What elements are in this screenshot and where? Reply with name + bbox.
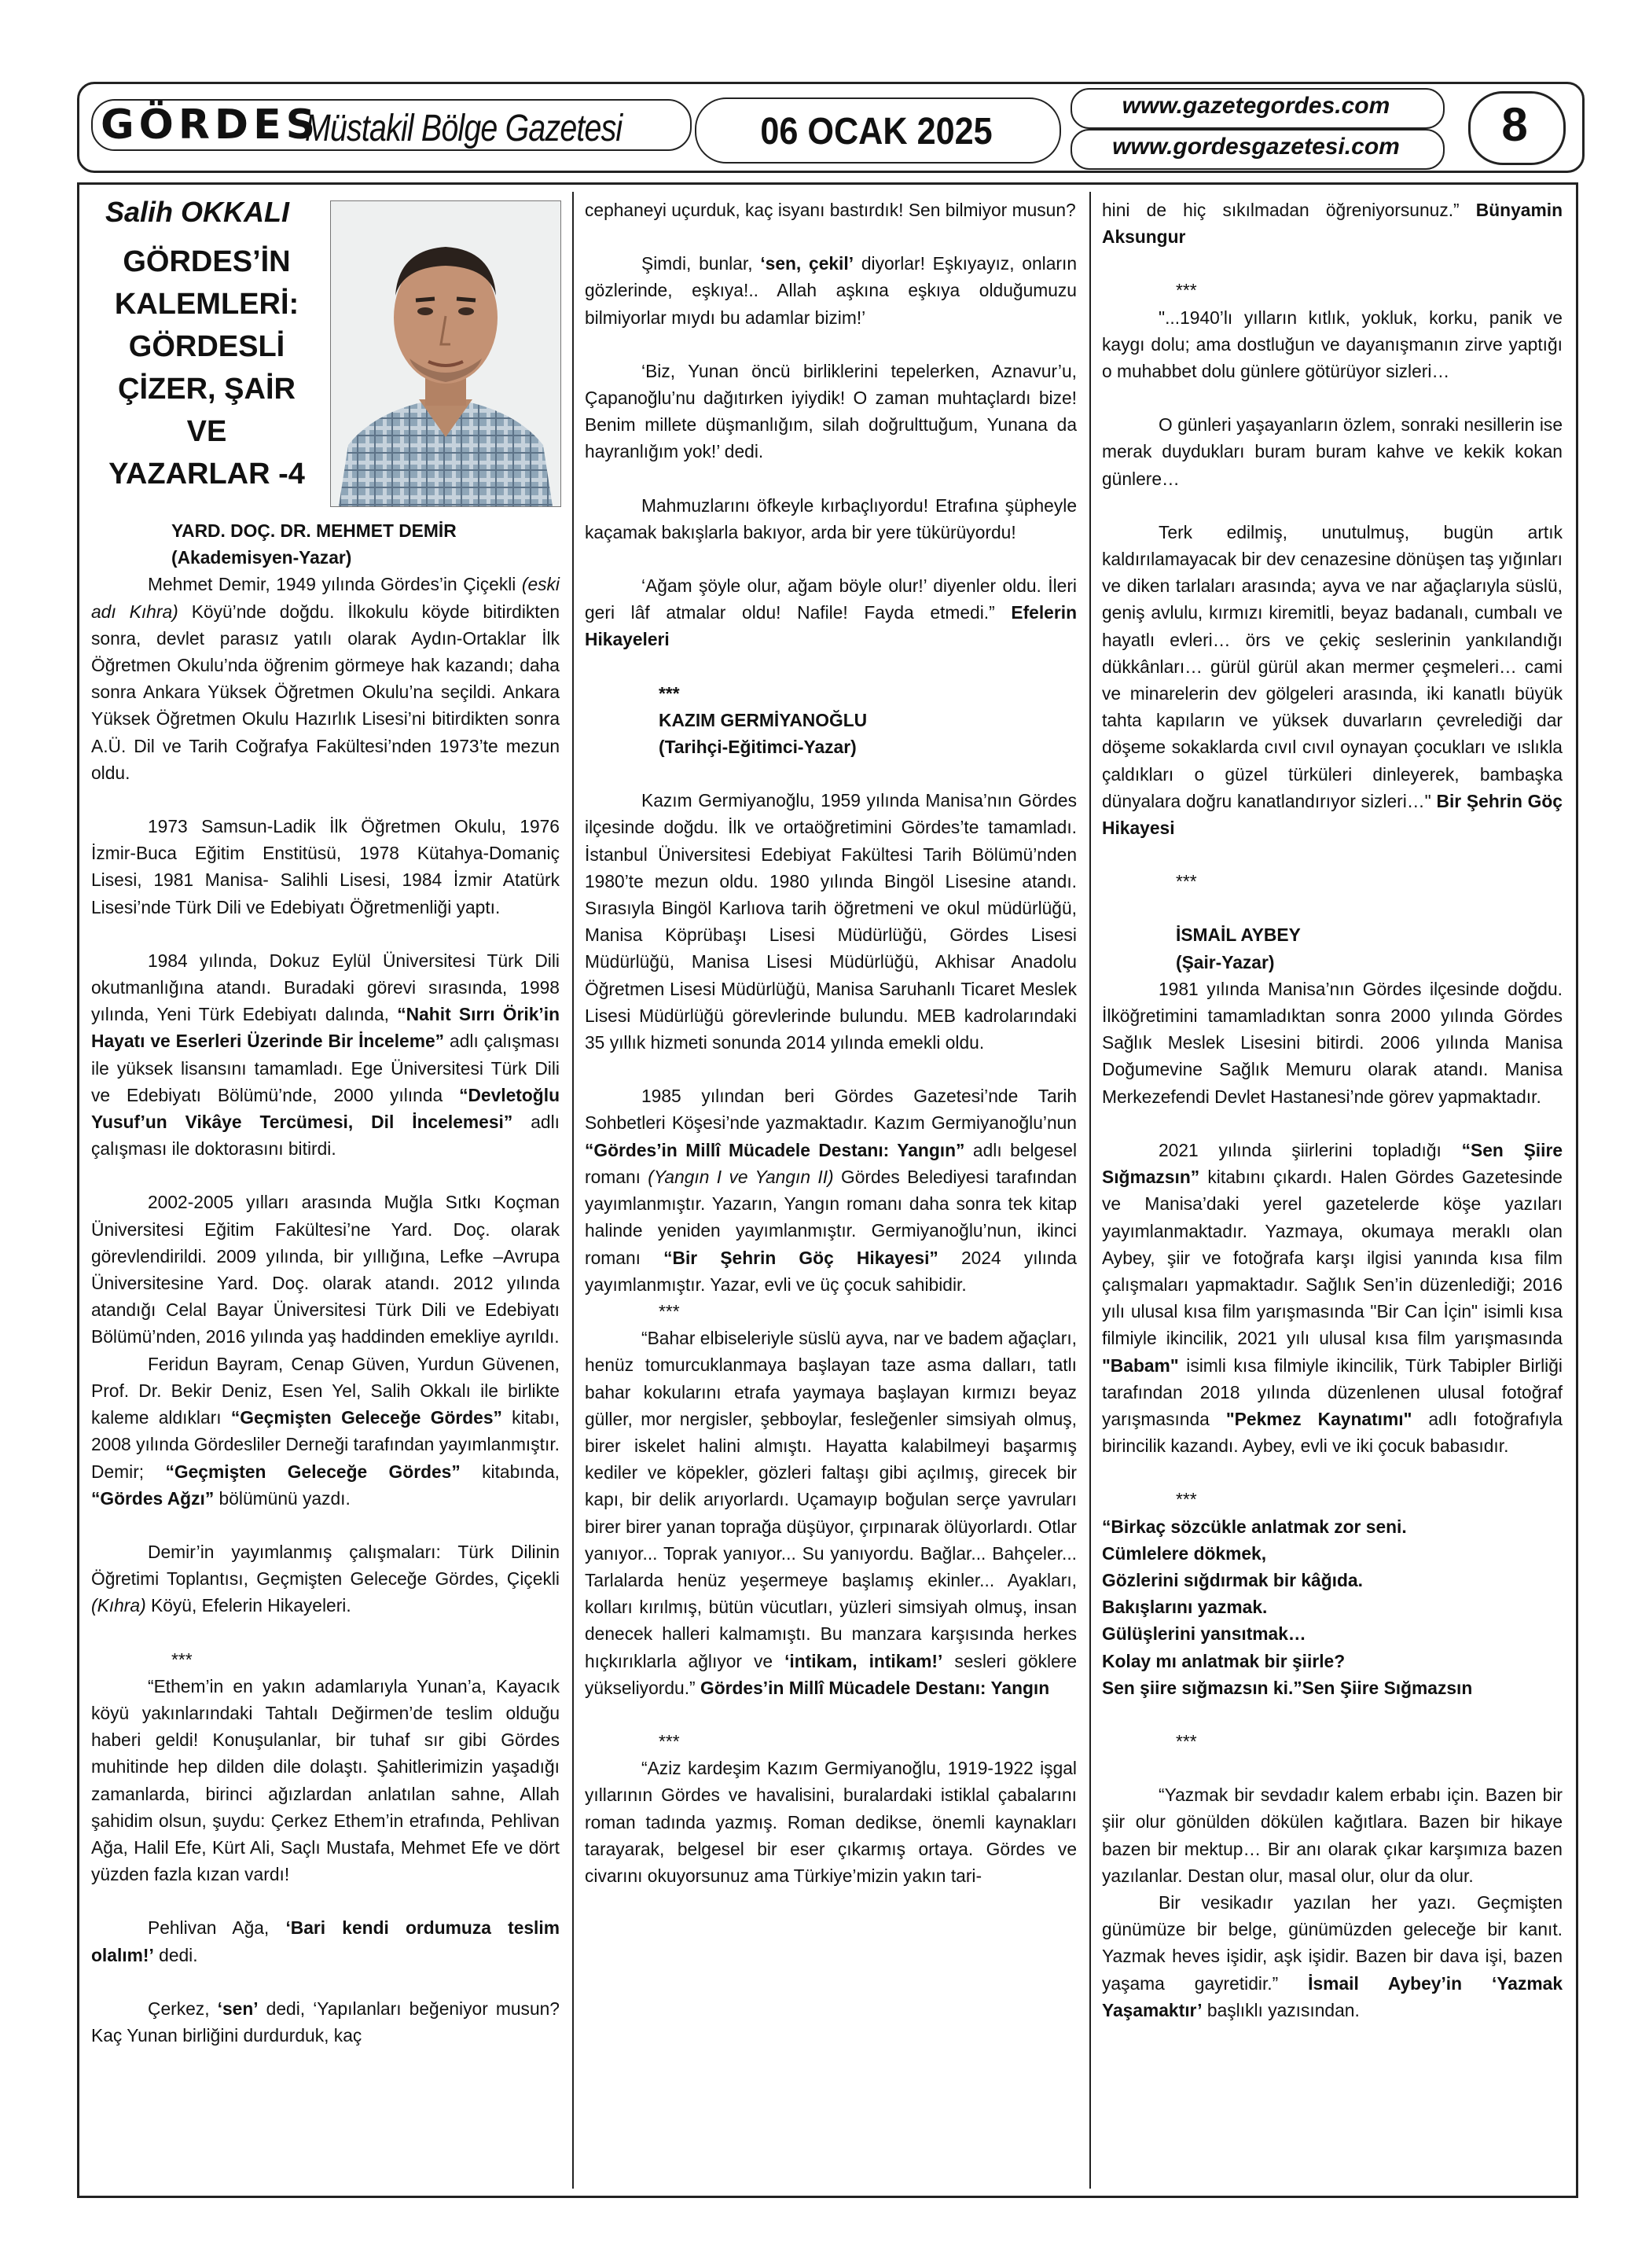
poem-line: Kolay mı anlatmak bir şiirle? [1102, 1650, 1346, 1671]
paragraph: 2002-2005 yılları arasında Muğla Sıtkı Koçman Üniversitesi Eğitim Fakültesi’ne Yard. Doç. olarak görevlendirildi. 2009 yılında, bir yıllığına, Lefke –Avrupa Üniversitesine Yard. Doç. olarak atandı. 2012 yılında atandığı Celal Bayar Üniversitesi Türk Dili ve Edebiyatı Bölümü’nden, 2016 yılında yaş haddinden emekliye ayrıldı. [91, 1192, 560, 1347]
section-separator: *** [659, 1730, 680, 1752]
paragraph: Kazım Germiyanoğlu, 1959 yılında Manisa’nın Gördes ilçesinde doğdu. İlk ve ortaöğretimini Gördes’te tamamladı. İstanbul Üniversitesi Edebiyat Fakültesi Tarih Bölümü’nden 1980’te mezun oldu. 1980 yılında Bingöl Lisesine atandı. Sırasıyla Bingöl Karlıova tarih öğretmeni ve okul müdürlüğü, Manisa Köprübaşı Lisesi Müdürlüğü, Gördes Lisesi Müdürlüğü, Manisa Lisesi Müdürlüğü, Akhisar Anadolu Öğretmen Lisesi Müdürlüğü, Manisa Saruhanlı Ticaret Meslek Lisesi Müdürlüğü görevlerinde bulundu. MEB kadrolarındaki 35 yıllık hizmeti sonunda 2014 yılında emekli oldu. [585, 790, 1077, 1053]
quote-paragraph: “Ethem’in en yakın adamlarıyla Yunan’a, Kayacık köyü yakınlarındaki Tahtalı Değirmen’de teslim olduğu haberi geldi! Konuşulanlar, bir tuhaf sır gibi Gördes muhitinde hep dilden dile dolaştı. Şahitlerimizin yaşadığı zamanlarda, birinci ağızlardan anlatılan sahne, Allah şahidim olsun, şuydu: Çerkez Ethem’in etrafında, Pehlivan Ağa, Halil Efe, Kürt Ali, Saçlı Mustafa, Mehmet Efe ve dört yüzden fazla kızan vardı! [91, 1675, 560, 1885]
paragraph: 2021 yılında şiirlerini topladığı “Sen Şiire Sığmazsın” kitabını çıkardı. Halen Gördes Gazetesinde ve Manisa’daki yerel gazetelerde köşe yazıları yayımlanmaktadır. Yazmaya, okumaya meraklı olan Aybey, şiir ve fotoğrafa karşı ilgisi yanında kısa film çalışmaları yapmaktadır. Sağlık Sen’in düzenlediği; 2016 yılı ulusal kısa film yarışmasında "Bir Can İçin" isimli kısa filmiyle ikincilik, 2021 yılı ulusal kısa film yarışmasında "Babam" isimli kısa filmiyle ikincilik, Türk Tabipler Birliği tarafından 2018 yılında düzenlenen ulusal fotoğraf yarışmasında "Pekmez Kaynatımı" adlı fotoğrafıyla birincilik kazandı. Aybey, evli ve iki çocuk babasıdır. [1102, 1139, 1563, 1457]
bio-subheading: (Tarihçi-Eğitimci-Yazar) [659, 737, 857, 758]
column-1 [91, 517, 560, 2049]
section-separator: *** [659, 1300, 680, 1321]
page-number: 8 [1501, 98, 1528, 151]
quote-paragraph: "...1940’lı yılların kıtlık, yokluk, korku, panik ve kaygı dolu; ama dostluğun ve dayanışmanın zirve yaptığı o muhabbet dolu günlere götürüyor sizleri… [1102, 307, 1563, 382]
section-separator: *** [171, 1649, 193, 1670]
quote-paragraph: “Aziz kardeşim Kazım Germiyanoğlu, 1919-1922 işgal yıllarının Gördes ve havalisini, buralardaki istiklal çabalarını roman tadında yazmış. Roman dedikse, önemli kaynakları tarayarak, belgesel bir eser çıkarmış ortaya. Gördes ve civarını okuyorsunuz ama Türkiye’mizin yakın tari- [585, 1758, 1077, 1886]
paragraph: Mahmuzlarını öfkeyle kırbaçlıyordu! Etrafına şüpheyle kaçamak bakışlarla bakıyor, arda bir yere tükürüyordu! [585, 494, 1077, 542]
paragraph: ‘Biz, Yunan öncü birliklerini tepelerken, Aznavur’u, Çapanoğlu’nu dağıtırken iyiydik! O zaman muhtaçlardı bize! Benim millete düşmanlığım, silah doğrulttuğum, Yunana da hayranlığım yok!’ dedi. [585, 360, 1077, 462]
headline-line: KALEMLERİ: [114, 288, 299, 321]
issue-date: 06 OCAK 2025 [760, 111, 993, 153]
headline-line: ÇİZER, ŞAİR [118, 373, 296, 406]
bio-heading-mehmet-demir: YARD. DOÇ. DR. MEHMET DEMİR [171, 520, 457, 541]
section-separator: *** [1176, 871, 1197, 892]
paragraph: 1981 yılında Manisa’nın Gördes ilçesinde doğdu. İlköğretimini tamamladıktan sonra 2000 yılında Gördes Sağlık Meslek Lisesini bitirdi. 2006 yılında Manisa Doğumevine Sağlık Memuru olarak atandı. Manisa Merkezefendi Devlet Hastanesi’nde görev yapmaktadır. [1102, 978, 1563, 1107]
paragraph: Feridun Bayram, Cenap Güven, Yurdun Güvenen, Prof. Dr. Bekir Deniz, Esen Yel, Salih Okkalı ile birlikte kaleme aldıkları “Geçmişten Geleceğe Gördes” kitabı, 2008 yılında Gördesliler Derneği tarafından yayımlanmıştır. Demir; “Geçmişten Geleceğe Gördes” kitabında, “Gördes Ağzı” bölümünü yazdı. [91, 1353, 560, 1509]
paragraph: Şimdi, bunlar, ‘sen, çekil’ diyorlar! Eşkıyayız, onların gözlerinde, eşkıya!.. Allah aşkına eşkıya olduğumuzu bilmiyorlar mıydı bu adamlar bizim!’ [585, 253, 1077, 328]
bio-heading-ismail-aybey: İSMAİL AYBEY [1176, 924, 1301, 946]
quote-paragraph: “Yazmak bir sevdadır kalem erbabı için. Bazen bir şiir olur gönülden dökülen kağıtlara. Bazen bir hikaye bazen bir mektup… Bir anı olarak çıkar karşımıza bazen yazılanlar. Destan olur, masal olur, olur da olur. [1102, 1785, 1563, 1886]
column-2 [585, 197, 1077, 1889]
paragraph: ‘Ağam şöyle olur, ağam böyle olur!’ diyenler oldu. İleri geri lâf atmalar oldu! Nafile! Fayda etmedi.” Efelerin Hikayeleri [585, 575, 1077, 650]
section-separator: *** [1176, 1489, 1197, 1510]
paragraph: Mehmet Demir, 1949 yılında Gördes’in Çiçekli (eski adı Kıhra) Köyü’nde doğdu. İlkokulu köyde bitirdikten sonra, devlet parasız yatılı olarak Aydın-Ortaklar İlk Öğretmen Okulu’nda öğrenim görmeye hak kazandı; daha sonra Ankara Yüksek Öğretmen Okulu’na seçildi. Ankara Yüksek Öğretmen Okulu Hazırlık Lisesi’ni bitirdikten sonra A.Ü. Dil ve Tarih Coğrafya Fakültesi’nden 1973’te mezun oldu. [91, 574, 560, 783]
paragraph: O günleri yaşayanların özlem, sonraki nesillerin ise merak duydukları buram buram kahve ve kekik kokan günlere… [1102, 414, 1563, 489]
bio-heading-kazim-germiyanoglu: KAZIM GERMİYANOĞLU [659, 709, 868, 730]
poem-line: Gözlerini sığdırmak bir kâğıda. [1102, 1569, 1363, 1590]
poem-line: Gülüşlerini yansıtmak… [1102, 1623, 1306, 1645]
paragraph: 1973 Samsun-Ladik İlk Öğretmen Okulu, 1976 İzmir-Buca Eğitim Enstitüsü, 1978 Kütahya-Domaniç Lisesi, 1981 Manisa- Salihli Lisesi, 1984 İzmir Atatürk Lisesi’nde Türk Dili ve Edebiyatı Öğretmenliği yaptı. [91, 816, 560, 917]
paragraph: Pehlivan Ağa, ‘Bari kendi ordumuza teslim olalım!’ dedi. [91, 1917, 560, 1965]
website-link-2[interactable]: www.gordesgazetesi.com [1112, 134, 1400, 160]
poem [1102, 1513, 1563, 1701]
author-portrait-photo [330, 200, 561, 507]
paragraph: Terk edilmiş, unutulmuş, bugün artık kaldırılamayacak bir dev cenazesine dönüşen taş yığınları ve diken tarlaları arasında; ayva ve nar ağaçlarıyla süslü, geniş avlulu, kırmızı kiremitli, beyaz badanalı, cumbalı ve hayatlı evleri… örs ve çekiç seslerinin yankılandığı dükkânları… gürül gürül akan mermer çeşmeleri… cami ve minarelerin dev gölgeleri arasında, iki kanatlı büyük tahta kapıların ve yüksek duvarların çevrelediği dar döşeme sokaklarda cıvıl cıvıl oynayan çocukları ve ıslıkla çaldıkları o güzel türküleri dinleyerek, bambaşka dünyalara doğru kanatlandırıyor sizleri…" Bir Şehrin Göç Hikayesi [1102, 521, 1563, 839]
headline-line: GÖRDESLİ [128, 330, 285, 363]
website-link-1[interactable]: www.gazetegordes.com [1122, 93, 1390, 119]
newspaper-subtitle: Müstakil Bölge Gazetesi [305, 108, 623, 149]
quote-paragraph: Bir vesikadır yazılan her yazı. Geçmişten günümüze bir belge, günümüzden geleceğe bir kanıt. Yazmak heves işidir, aşk işidir. Bazen bir dava işi, bazen yaşama gayretidir.” İsmail Aybey’in ‘Yazmak Yaşamaktır’ başlıklı yazısından. [1102, 1891, 1563, 2020]
headline-line: VE [186, 415, 227, 448]
headline-line: GÖRDES’İN [123, 245, 291, 278]
paragraph: Demir’in yayımlanmış çalışmaları: Türk Dilinin Öğretimi Toplantısı, Geçmişten Geleceğe Gördes, Çiçekli (Kıhra) Köyü, Efelerin Hikayeleri. [91, 1541, 560, 1616]
paragraph: Çerkez, ‘sen’ dedi, ‘Yapılanları beğeniyor musun? Kaç Yunan birliğini durdurduk, kaç [91, 1998, 560, 2046]
paragraph: cephaneyi uçurduk, kaç isyanı bastırdık! Sen bilmiyor musun? [585, 200, 1076, 220]
quote-paragraph: “Bahar elbiseleriyle süslü ayva, nar ve badem ağaçları, henüz tomurcuklanmaya başlayan taze asma dalları, tatlı bahar kokularını etrafa yaymaya başlayan kırmızı beyaz güller, mor nergisler, şebboylar, fesleğenler simsiyah olmuş, birer iskelet halini almıştı. Hayatta kalabilmeyi başarmış kediler ve köpekler, gözleri faltaşı gibi açılmış, girecek bir kapı, bir delik arıyorlardı. Uçamayıp boğulan serçe yavruları birer birer yanan toprağa düşüyor, çırpınarak ölüyorlardı. Otlar yanıyor... Toprak yanıyor... Su yanıyordu. Bağlar... Bahçeler... Tarlalarda henüz yeşermeye başlamış ekinler... Ayakları, kolları kırılmış, bütün vücutları, yüzleri simsiyah olmuş, insan denecek halleri kalmamıştı. Bu manzara karşısında herkes hıçkırıklarla ağlıyor ve ‘intikam, intikam!’ sesleri göklere yükseliyordu.” Gördes’in Millî Mücadele Destanı: Yangın [585, 1328, 1077, 1698]
paragraph: 1985 yılından beri Gördes Gazetesi’nde Tarih Sohbetleri Köşesi’nde yazmaktadır. Kazım Germiyanoğlu’nun “Gördes’in Millî Mücadele Destanı: Yangın” adlı belgesel romanı (Yangın I ve Yangın II) Gördes Belediyesi tarafından yayımlanmıştır. Yazarın, Yangın romanı daha sonra tek kitap halinde yeniden yayımlanmıştır. Germiyanoğlu’nun, ikinci romanı “Bir Şehrin Göç Hikayesi” 2024 yılında yayımlanmıştır. Yazar, evli ve üç çocuk sahibidir. [585, 1086, 1078, 1295]
section-separator: *** [1176, 280, 1197, 301]
column-3 [1102, 197, 1563, 2024]
headline-line: YAZARLAR -4 [108, 458, 305, 491]
column-divider [1089, 192, 1091, 2189]
paragraph: 1984 yılında, Dokuz Eylül Üniversitesi Türk Dili okutmanlığına atandı. Buradaki görevi sırasında, 1998 yılında, Yeni Türk Edebiyatı dalında, “Nahit Sırrı Örik’in Hayatı ve Eserleri Üzerinde Bir İnceleme” adlı çalışması ile yüksek lisansını tamamladı. Ege Üniversitesi Türk Dili ve Edebiyatı Bölümü’nde, 2000 yılında “Devletoğlu Yusuf’un Vikâye Tercümesi, Dil İncelemesi” adlı çalışması ile doktorasını bitirdi. [91, 950, 560, 1160]
poem-line: Sen şiire sığmazsın ki.”Sen Şiire Sığmazsın [1102, 1677, 1473, 1698]
author-name: Salih OKKALI [105, 196, 290, 228]
paragraph: hini de hiç sıkılmadan öğreniyorsunuz.” Bünyamin Aksungur [1102, 200, 1563, 248]
newspaper-name: GÖRDES [101, 101, 321, 149]
bio-subheading: (Şair-Yazar) [1176, 951, 1275, 972]
section-separator: *** [1176, 1730, 1197, 1752]
poem-line: Bakışlarını yazmak. [1102, 1597, 1268, 1618]
poem-line: Cümlelere dökmek, [1102, 1542, 1267, 1564]
poem-line: “Birkaç sözcükle anlatmak zor seni. [1102, 1516, 1407, 1537]
article-headline [93, 241, 321, 495]
section-separator: *** [659, 682, 680, 704]
column-divider [572, 192, 574, 2189]
bio-subheading: (Akademisyen-Yazar) [171, 547, 352, 568]
